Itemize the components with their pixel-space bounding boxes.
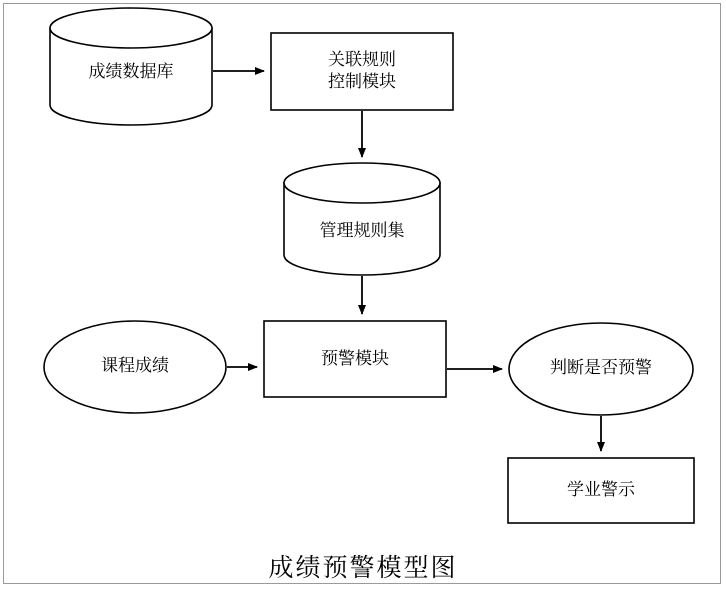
node-judge-whether-warning [509,323,693,415]
node-label-judge-whether-warning: 判断是否预警 [550,358,652,378]
node-association-rule-control-module [271,33,453,110]
figure-caption: 成绩预警模型图 [268,553,458,582]
node-academic-warning [508,458,694,523]
node-label-grade-database: 成绩数据库 [88,62,174,82]
node-label-warning-module: 预警模块 [321,349,389,369]
node-label-course-grade: 课程成绩 [101,356,169,376]
node-course-grade [44,321,226,413]
node-label-association-rule-control-module: 关联规则 控制模块 [328,50,396,92]
node-management-rule-set [284,163,440,275]
node-grade-database [50,8,212,125]
node-warning-module [264,321,446,397]
node-label-management-rule-set: 管理规则集 [319,221,405,241]
node-label-academic-warning: 学业警示 [567,480,635,500]
